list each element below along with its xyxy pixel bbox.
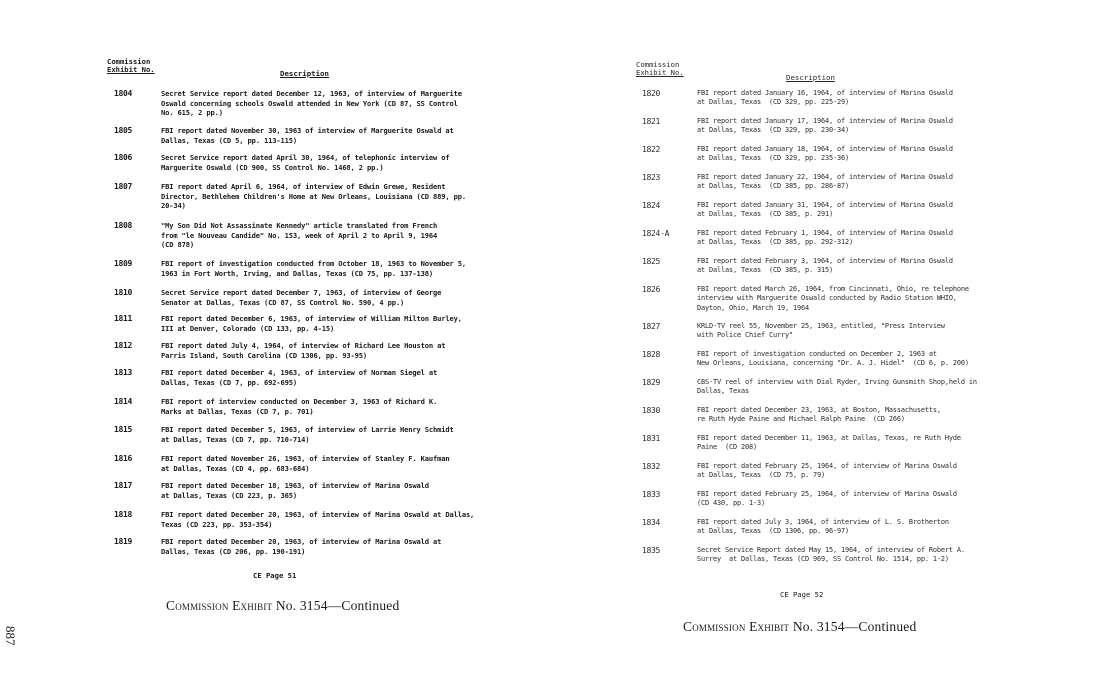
exhibit-description xyxy=(161,425,454,444)
exhibit-number: 1808 xyxy=(114,221,133,230)
description-line: FBI report dated February 25, 1964, of interview of Marina Oswald xyxy=(697,490,957,498)
description-line: at Dallas, Texas (CD 385, pp. 286-87) xyxy=(697,182,849,191)
description-line: KRLD-TV reel 55, November 25, 1963, entitled, "Press Interview xyxy=(697,322,945,330)
description-line: Secret Service report dated December 7, 1963, of interview of George xyxy=(161,288,442,297)
exhibit-header-line2: Exhibit No. xyxy=(107,65,155,74)
exhibit-description xyxy=(697,406,941,425)
description-line: at Dallas, Texas (CD 329, pp. 225-29) xyxy=(697,98,849,107)
description-line: FBI report of interview conducted on December 3, 1963 of Richard K. xyxy=(161,397,438,406)
exhibit-number: 1835 xyxy=(642,546,661,555)
description-line: No. 615, 2 pp.) xyxy=(161,108,223,118)
description-line: FBI report dated November 26, 1963, of interview of Stanley F. Kaufman xyxy=(161,454,450,463)
exhibit-description xyxy=(161,89,462,118)
caption-prefix: Commission Exhibit xyxy=(166,598,273,613)
description-line: at Dallas, Texas (CD 223, p. 365) xyxy=(161,490,297,500)
description-line: FBI report dated December 18, 1963, of interview of Marina Oswald xyxy=(161,481,429,490)
description-line: interview with Marguerite Oswald conducted by Radio Station WHIO, xyxy=(697,294,957,303)
exhibit-description xyxy=(161,397,437,416)
exhibit-number: 1821 xyxy=(642,117,661,126)
exhibit-description xyxy=(161,454,449,473)
caption-prefix: Commission Exhibit xyxy=(683,619,790,634)
description-line: Dallas, Texas (CD 206, pp. 190-191) xyxy=(161,546,306,556)
exhibit-number: 1828 xyxy=(642,350,661,359)
exhibit-description xyxy=(697,322,945,341)
ce-page-label: CE Page 51 xyxy=(253,571,297,580)
exhibit-number: 1825 xyxy=(642,257,661,266)
exhibit-description xyxy=(161,510,474,529)
description-line: Secret Service report dated December 12, 1963, of interview of Marguerite xyxy=(161,89,462,98)
right-page xyxy=(547,0,1094,691)
description-line: at Dallas, Texas (CD 385, pp. 292-312) xyxy=(697,238,853,247)
description-line: FBI report dated December 6, 1963, of interview of William Milton Burley, xyxy=(161,314,462,323)
description-line: FBI report dated January 18, 1964, of interview of Marina Oswald xyxy=(697,145,953,153)
exhibit-column-header xyxy=(636,61,684,77)
exhibit-number: 1826 xyxy=(642,285,661,294)
description-line: 1963 in Fort Worth, Irving, and Dallas, Texas (CD 75, pp. 137-138) xyxy=(161,268,433,278)
description-line: "My Son Did Not Assassinate Kennedy" article translated from French xyxy=(161,221,438,230)
description-line: FBI report dated July 4, 1964, of interview of Richard Lee Houston at xyxy=(161,341,446,350)
exhibit-number: 1809 xyxy=(114,259,133,268)
description-line: Parris Island, South Carolina (CD 1306, pp. 93-95) xyxy=(161,350,368,360)
exhibit-description xyxy=(697,285,969,313)
caption-suffix: No. 3154—Continued xyxy=(275,598,400,613)
description-line: FBI report dated November 30, 1963 of interview of Marguerite Oswald at xyxy=(161,126,454,135)
description-line: at Dallas, Texas (CD 7, pp. 710-714) xyxy=(161,434,310,444)
exhibit-number: 1824 xyxy=(642,201,661,210)
description-line: Marguerite Oswald (CD 900, SS Control No. 1468, 2 pp.) xyxy=(161,162,384,172)
exhibit-number: 1815 xyxy=(114,425,133,434)
description-line: Surrey at Dallas, Texas (CD 969, SS Control No. 1514, pp. 1-2) xyxy=(697,555,949,564)
description-line: Director, Bethlehem Children's Home at New Orleans, Louisiana (CD 889, pp. xyxy=(161,191,466,201)
description-line: FBI report of investigation conducted on December 2, 1963 at xyxy=(697,350,937,358)
exhibit-description xyxy=(161,182,466,211)
description-line: FBI report dated December 4, 1963, of interview of Norman Siegel at xyxy=(161,368,438,377)
exhibit-description xyxy=(161,288,441,307)
exhibit-description xyxy=(161,537,441,556)
exhibit-description xyxy=(161,314,462,333)
exhibit-number: 1831 xyxy=(642,434,661,443)
page-number: 887 xyxy=(3,626,18,646)
description-line: 20-34) xyxy=(161,201,186,211)
exhibit-number: 1834 xyxy=(642,518,661,527)
exhibit-number: 1820 xyxy=(642,89,661,98)
description-line: FBI report dated December 23, 1963, at Boston, Massachusetts, xyxy=(697,406,941,414)
exhibit-description xyxy=(161,341,445,360)
exhibit-number: 1807 xyxy=(114,182,133,191)
exhibit-number: 1830 xyxy=(642,406,661,415)
description-line: Secret Service Report dated May 15, 1964, of interview of Robert A. xyxy=(697,546,965,554)
description-line: Secret Service report dated April 30, 1964, of telephonic interview of xyxy=(161,153,450,162)
description-column-header: Description xyxy=(280,69,329,78)
exhibit-description xyxy=(697,434,961,453)
exhibit-number: 1817 xyxy=(114,481,133,490)
description-line: FBI report dated December 20, 1963, of interview of Marina Oswald at xyxy=(161,537,442,546)
exhibit-description xyxy=(697,378,977,397)
exhibit-column-header xyxy=(107,58,155,74)
exhibit-number: 1827 xyxy=(642,322,661,331)
description-line: FBI report dated March 26, 1964, from Cincinnati, Ohio, re telephone xyxy=(697,285,969,293)
exhibit-number: 1832 xyxy=(642,462,661,471)
exhibit-number: 1814 xyxy=(114,397,133,406)
exhibit-number: 1829 xyxy=(642,378,661,387)
exhibit-description xyxy=(697,117,953,136)
description-line: FBI report dated January 22, 1964, of interview of Marina Oswald xyxy=(697,173,953,181)
description-line: FBI report dated February 1, 1964, of interview of Marina Oswald xyxy=(697,229,953,237)
description-line: at Dallas, Texas (CD 1306, pp. 96-97) xyxy=(697,527,849,536)
description-line: FBI report dated December 20, 1963, of interview of Marina Oswald at Dallas, xyxy=(161,510,475,519)
exhibit-description xyxy=(697,201,953,220)
exhibit-description xyxy=(697,490,957,509)
exhibit-number: 1833 xyxy=(642,490,661,499)
exhibit-number: 1811 xyxy=(114,314,133,323)
description-line: FBI report dated December 5, 1963, of interview of Larrie Henry Schmidt xyxy=(161,425,454,434)
exhibit-header-line1: Commission xyxy=(636,60,680,69)
description-line: at Dallas, Texas (CD 329, pp. 230-34) xyxy=(697,126,849,135)
description-line: Dallas, Texas (CD 7, pp. 692-695) xyxy=(161,377,297,387)
exhibit-number: 1806 xyxy=(114,153,133,162)
description-column-header: Description xyxy=(786,73,835,82)
exhibit-description xyxy=(697,173,953,192)
exhibit-number: 1823 xyxy=(642,173,661,182)
exhibit-description xyxy=(161,481,429,500)
exhibit-number: 1824-A xyxy=(642,229,670,238)
description-line: FBI report dated February 25, 1964, of interview of Marina Oswald xyxy=(697,462,957,470)
description-line: Texas (CD 223, pp. 353-354) xyxy=(161,519,273,529)
description-line: FBI report dated April 6, 1964, of interview of Edwin Grewe, Resident xyxy=(161,182,446,191)
exhibit-description xyxy=(697,518,949,537)
description-line: FBI report dated January 16, 1964, of interview of Marina Oswald xyxy=(697,89,953,97)
description-line: Senator at Dallas, Texas (CD 87, SS Control No. 590, 4 pp.) xyxy=(161,297,405,307)
exhibit-description xyxy=(161,126,454,145)
description-line: FBI report dated December 11, 1963, at Dallas, Texas, re Ruth Hyde xyxy=(697,434,961,442)
exhibit-description xyxy=(161,368,437,387)
exhibit-description xyxy=(161,221,437,250)
exhibit-number: 1805 xyxy=(114,126,133,135)
description-line: New Orleans, Louisiana, concerning "Dr. A. J. Hidel" (CD 6, p. 200) xyxy=(697,359,969,368)
description-line: Oswald concerning schools Oswald attended in New York (CD 87, SS Control xyxy=(161,98,458,108)
caption-suffix: No. 3154—Continued xyxy=(792,619,917,634)
description-line: Dayton, Ohio, March 19, 1964 xyxy=(697,303,809,312)
exhibit-number: 1819 xyxy=(114,537,133,546)
exhibit-number: 1818 xyxy=(114,510,133,519)
description-line: at Dallas, Texas (CD 4, pp. 683-684) xyxy=(161,463,310,473)
description-line: FBI report dated July 3, 1964, of interview of L. S. Brotherton xyxy=(697,518,949,526)
description-line: at Dallas, Texas (CD 385, p. 315) xyxy=(697,266,833,275)
exhibit-description xyxy=(697,546,965,565)
description-line: with Police Chief Curry" xyxy=(697,331,793,340)
exhibit-description xyxy=(697,229,953,248)
exhibit-description xyxy=(161,153,449,172)
exhibit-description xyxy=(697,89,953,108)
description-line: Marks at Dallas, Texas (CD 7, p. 701) xyxy=(161,406,314,416)
description-line: CBS-TV reel of interview with Dial Ryder, Irving Gunsmith Shop,held in xyxy=(697,378,977,386)
exhibit-number: 1822 xyxy=(642,145,661,154)
exhibit-description xyxy=(697,145,953,164)
description-line: FBI report dated January 31, 1964, of interview of Marina Oswald xyxy=(697,201,953,209)
description-line: re Ruth Hyde Paine and Michael Ralph Paine (CD 266) xyxy=(697,415,905,424)
description-line: at Dallas, Texas (CD 385, p. 291) xyxy=(697,210,833,219)
description-line: III at Denver, Colorado (CD 133, pp. 4-15) xyxy=(161,323,335,333)
description-line: Dallas, Texas (CD 5, pp. 113-115) xyxy=(161,135,297,145)
exhibit-number: 1813 xyxy=(114,368,133,377)
description-line: (CD 878) xyxy=(161,240,194,250)
description-line: FBI report dated January 17, 1964, of interview of Marina Oswald xyxy=(697,117,953,125)
exhibit-number: 1804 xyxy=(114,89,133,98)
exhibit-header-line1: Commission xyxy=(107,57,151,66)
description-line: FBI report dated February 3, 1964, of interview of Marina Oswald xyxy=(697,257,953,265)
exhibit-number: 1810 xyxy=(114,288,133,297)
exhibit-description xyxy=(697,350,969,369)
ce-page-label: CE Page 52 xyxy=(780,590,824,599)
exhibit-description xyxy=(697,257,953,276)
description-line: Paine (CD 208) xyxy=(697,443,757,452)
description-line: from "le Nouveau Candide" No. 153, week of April 2 to April 9, 1964 xyxy=(161,230,438,240)
exhibit-number: 1816 xyxy=(114,454,133,463)
exhibit-header-line2: Exhibit No. xyxy=(636,68,684,77)
exhibit-number: 1812 xyxy=(114,341,133,350)
exhibit-caption xyxy=(166,598,399,614)
exhibit-description xyxy=(697,462,957,481)
description-line: at Dallas, Texas (CD 75, p. 79) xyxy=(697,471,825,480)
description-line: at Dallas, Texas (CD 329, pp. 235-36) xyxy=(697,154,849,163)
description-line: (CD 430, pp. 1-3) xyxy=(697,499,765,508)
exhibit-description xyxy=(161,259,466,278)
description-line: Dallas, Texas xyxy=(697,387,749,396)
description-line: FBI report of investigation conducted from October 18, 1963 to November 5, xyxy=(161,259,466,268)
exhibit-caption xyxy=(683,619,916,635)
